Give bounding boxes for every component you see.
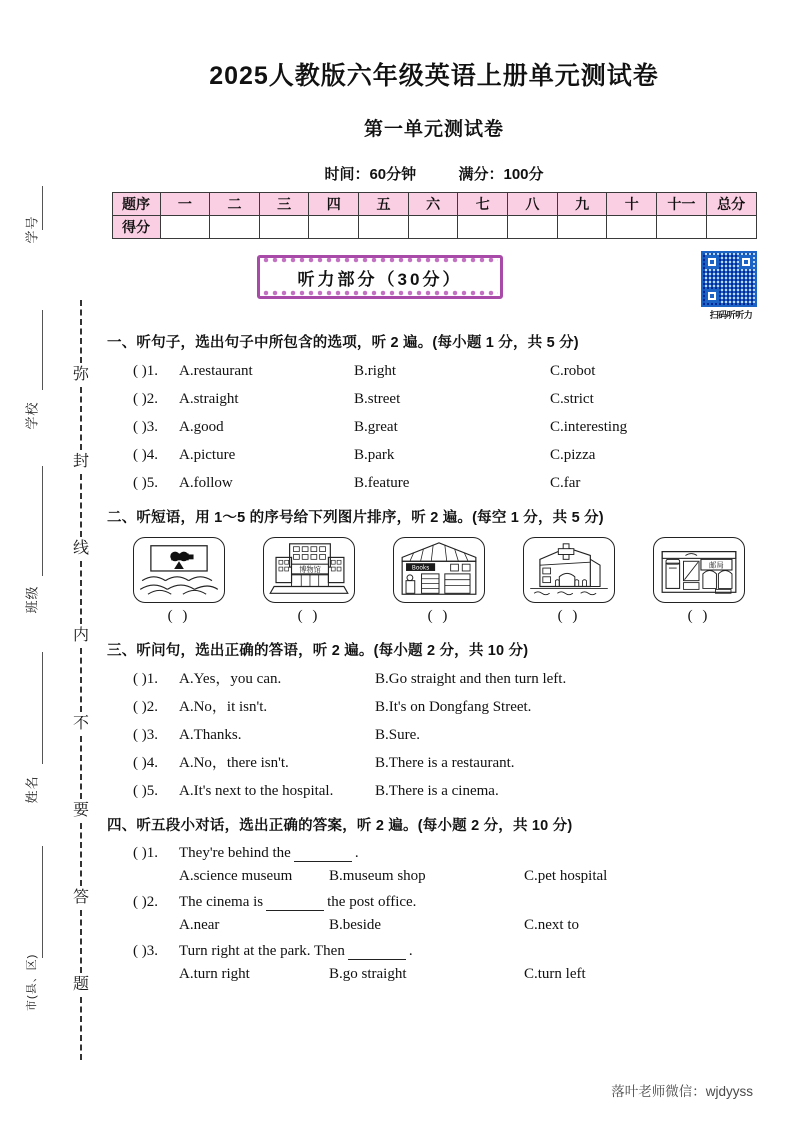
option-a[interactable]: A.Yes，you can. [179, 671, 282, 687]
seal-rule [42, 186, 43, 230]
score-cell-1[interactable] [160, 216, 210, 239]
qr-eye-bottom-left [705, 289, 719, 303]
option-b[interactable]: B.beside [329, 917, 382, 933]
listening-banner-text: 听力部分（30分） [297, 269, 463, 289]
picture-cell [653, 537, 745, 625]
question-options [107, 917, 763, 934]
option-b[interactable]: B.Sure. [375, 727, 420, 743]
score-table-row-label-question: 题序 [112, 193, 160, 216]
seal-rule [42, 466, 43, 576]
option-c[interactable]: C.robot [550, 363, 596, 379]
option-c[interactable]: C.pet hospital [524, 868, 608, 884]
stem-text-after: the post office. [327, 894, 417, 910]
score-col-total: 总分 [706, 193, 756, 216]
qr-code-icon[interactable] [701, 251, 757, 307]
option-a[interactable]: A.science museum [179, 868, 293, 884]
option-c[interactable]: C.pizza [550, 447, 596, 463]
stem-text-before: Turn right at the park. Then [179, 943, 345, 959]
score-col-4: 四 [309, 193, 359, 216]
question-row [107, 726, 763, 744]
seal-char-8: 题 [72, 975, 89, 993]
answer-paren[interactable]: ( )2. [133, 391, 158, 407]
seal-dash-segment [80, 387, 82, 450]
option-a[interactable]: A.turn right [179, 966, 250, 982]
score-col-9: 九 [557, 193, 607, 216]
score-cell-11[interactable] [657, 216, 707, 239]
option-c[interactable]: C.turn left [524, 966, 586, 982]
option-b[interactable]: B.park [354, 447, 395, 463]
post-office-icon [653, 537, 745, 603]
option-b[interactable]: B.There is a cinema. [375, 783, 499, 799]
option-b[interactable]: B.museum shop [329, 868, 426, 884]
picture-cell [523, 537, 615, 625]
fill-blank[interactable] [294, 845, 352, 862]
listening-banner-row [105, 251, 763, 320]
qr-caption: 扫码听听力 [709, 310, 753, 320]
seal-dash-segment [80, 474, 82, 537]
answer-paren[interactable]: ( )1. [133, 671, 158, 687]
score-cell-6[interactable] [408, 216, 458, 239]
picture-cell [263, 537, 355, 625]
time-limit-label: 时间：60分钟 [324, 166, 417, 183]
stem-text-after: . [408, 943, 413, 959]
picture-answer-blank[interactable]: ( ) [297, 608, 321, 624]
sealing-margin [0, 0, 105, 1122]
seal-char-5: 不 [72, 714, 89, 732]
question-row [107, 670, 763, 688]
score-cell-9[interactable] [557, 216, 607, 239]
seal-dash-segment [80, 561, 82, 624]
seal-dash-segment [80, 910, 82, 973]
page-title: 2025人教版六年级英语上册单元测试卷 [209, 62, 659, 90]
option-a[interactable]: A.good [179, 419, 224, 435]
answer-paren[interactable]: ( )5. [133, 475, 158, 491]
questions-container [105, 331, 763, 983]
seal-char-6: 要 [72, 801, 89, 819]
question-row [107, 446, 763, 464]
stem-text-before: The cinema is [179, 894, 264, 910]
question-row [107, 362, 763, 380]
qr-code-block[interactable] [701, 251, 761, 321]
option-b[interactable]: B.go straight [329, 966, 407, 982]
section-3-heading: 三、听问句，选出正确的答语，听 2 遍。(每小题 2 分，共 10 分) [107, 643, 529, 659]
seal-label-student-id: 学号 [24, 215, 40, 244]
option-b[interactable]: B.feature [354, 475, 410, 491]
seal-dashed-line [68, 300, 94, 1060]
answer-paren[interactable]: ( )1. [133, 845, 158, 861]
picture-answer-blank[interactable]: ( ) [167, 608, 191, 624]
score-col-6: 六 [408, 193, 458, 216]
answer-paren[interactable]: ( )2. [133, 699, 158, 715]
answer-paren[interactable]: ( )3. [133, 943, 158, 959]
picture-answer-blank[interactable]: ( ) [427, 608, 451, 624]
seal-dash-segment [80, 736, 82, 799]
option-c[interactable]: C.interesting [550, 419, 628, 435]
option-b[interactable]: B.Go straight and then turn left. [375, 671, 567, 687]
seal-char-1: 弥 [72, 366, 89, 384]
option-b[interactable]: B.right [354, 363, 397, 379]
score-col-2: 二 [210, 193, 260, 216]
picture-cell [393, 537, 485, 625]
seal-dash-segment [80, 997, 82, 1060]
score-col-10: 十 [607, 193, 657, 216]
option-c[interactable]: C.far [550, 475, 581, 491]
score-table-header-row [112, 193, 756, 216]
svg-text:Books: Books [411, 565, 430, 572]
seal-rule [42, 310, 43, 390]
stem-text-before: They're behind the [179, 845, 291, 861]
stem-text-after: . [354, 845, 359, 861]
seal-char-2: 封 [72, 453, 89, 471]
seal-char-7: 答 [72, 888, 89, 906]
question-row [107, 474, 763, 492]
question-row [107, 782, 763, 800]
score-cell-2[interactable] [210, 216, 260, 239]
option-a[interactable]: A.picture [179, 447, 236, 463]
option-b[interactable]: B.street [354, 391, 401, 407]
option-b[interactable]: B.There is a restaurant. [375, 755, 515, 771]
seal-char-3: 线 [72, 540, 89, 558]
answer-paren[interactable]: ( )1. [133, 363, 158, 379]
listening-section-banner [257, 255, 503, 299]
footer-watermark: 落叶老师微信：wjdyyss [611, 1084, 753, 1099]
picture-answer-blank[interactable]: ( ) [687, 608, 711, 624]
score-col-7: 七 [458, 193, 508, 216]
option-b[interactable]: B.It's on Dongfang Street. [375, 699, 532, 715]
score-table-row-label-score: 得分 [112, 216, 160, 239]
score-col-11: 十一 [657, 193, 707, 216]
answer-paren[interactable]: ( )3. [133, 727, 158, 743]
score-cell-total[interactable] [706, 216, 756, 239]
option-a[interactable]: A.No，it isn't. [179, 699, 268, 715]
seal-label-name: 姓名 [24, 775, 40, 804]
svg-text:邮局: 邮局 [709, 560, 724, 570]
seal-label-city-district: 市(县、区) [26, 953, 38, 1011]
qr-eye-top-left [705, 255, 719, 269]
seal-label-class: 班级 [24, 585, 40, 614]
question-row [107, 390, 763, 408]
option-a[interactable]: A.near [179, 917, 220, 933]
answer-paren[interactable]: ( )4. [133, 447, 158, 463]
seal-dash-segment [80, 300, 82, 363]
answer-paren[interactable]: ( )5. [133, 783, 158, 799]
picture-answer-blank[interactable]: ( ) [557, 608, 581, 624]
answer-paren[interactable]: ( )3. [133, 419, 158, 435]
score-cell-8[interactable] [508, 216, 558, 239]
score-cell-7[interactable] [458, 216, 508, 239]
score-col-1: 一 [160, 193, 210, 216]
bookstore-icon [393, 537, 485, 603]
section-1-heading: 一、听句子，选出句子中所包含的选项，听 2 遍。(每小题 1 分，共 5 分) [107, 335, 579, 351]
score-col-3: 三 [259, 193, 309, 216]
qr-eye-top-right [739, 255, 753, 269]
question-stem [107, 845, 763, 862]
option-a[interactable]: A.It's next to the hospital. [179, 783, 334, 799]
score-cell-4[interactable] [309, 216, 359, 239]
seal-label-group [8, 190, 56, 1030]
cinema-icon [133, 537, 225, 603]
picture-cell [133, 537, 225, 625]
seal-char-4: 内 [72, 627, 89, 645]
option-a[interactable]: A.No，there isn't. [179, 755, 289, 771]
seal-label-school: 学校 [24, 401, 40, 430]
seal-dash-segment [80, 648, 82, 711]
section-4-heading: 四、听五段小对话，选出正确的答案，听 2 遍。(每小题 2 分，共 10 分) [107, 818, 573, 834]
option-a[interactable]: A.restaurant [179, 363, 253, 379]
seal-dash-segment [80, 823, 82, 886]
question-row [107, 418, 763, 436]
score-table-value-row [112, 216, 756, 239]
question-options [107, 868, 763, 885]
question-row [107, 698, 763, 716]
total-points-label: 满分：100分 [458, 166, 544, 183]
score-cell-5[interactable] [359, 216, 409, 239]
option-c[interactable]: C.next to [524, 917, 579, 933]
exam-meta [105, 163, 763, 184]
fill-blank[interactable] [348, 943, 406, 960]
seal-rule [42, 652, 43, 764]
svg-text:博物馆: 博物馆 [299, 564, 321, 574]
score-table [112, 192, 757, 239]
question-options [107, 966, 763, 983]
score-cell-3[interactable] [259, 216, 309, 239]
fill-blank[interactable] [266, 894, 324, 911]
section-2-heading: 二、听短语，用 1～5 的序号给下列图片排序，听 2 遍。(每空 1 分，共 5 分) [107, 510, 604, 526]
score-col-5: 五 [359, 193, 409, 216]
question-row [107, 754, 763, 772]
seal-rule [42, 846, 43, 958]
option-b[interactable]: B.great [354, 419, 398, 435]
exam-page [105, 0, 793, 1122]
hospital-icon [523, 537, 615, 603]
option-a[interactable]: A.Thanks. [179, 727, 242, 743]
option-a[interactable]: A.straight [179, 391, 239, 407]
page-subtitle: 第一单元测试卷 [363, 119, 504, 140]
score-col-8: 八 [508, 193, 558, 216]
option-c[interactable]: C.strict [550, 391, 594, 407]
question-stem [107, 943, 763, 960]
answer-paren[interactable]: ( )4. [133, 755, 158, 771]
score-cell-10[interactable] [607, 216, 657, 239]
question-stem [107, 894, 763, 911]
picture-ordering-row [107, 537, 763, 625]
option-a[interactable]: A.follow [179, 475, 233, 491]
answer-paren[interactable]: ( )2. [133, 894, 158, 910]
museum-icon [263, 537, 355, 603]
